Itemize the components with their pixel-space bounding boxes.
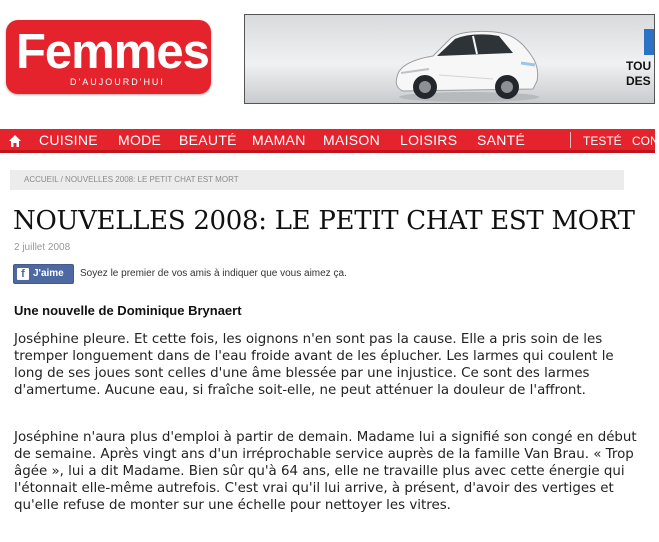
home-icon[interactable] — [8, 134, 22, 148]
main-nav — [0, 129, 659, 153]
article-paragraph-1: Joséphine pleure. Et cette fois, les oignons n'en sont pas la cause. Elle a pris soin de les tremper longuement dans de l'eau froide avant de les éplucher. Les larmes qui coulent le long de ses joues sont celles d'une âme blessée par une injustice. Ce sont des larmes d'amertume. Aucune eau, si fraîche soit-elle, ne peut atténuer la douleur de l'affront. — [14, 332, 614, 398]
site-logo[interactable] — [6, 20, 211, 94]
nav-item-teste[interactable]: TESTÉ — [583, 134, 622, 148]
ad-headline: TOU DES — [626, 59, 652, 88]
page-title: NOUVELLES 2008: LE PETIT CHAT EST MORT — [13, 206, 635, 236]
nav-item-con[interactable]: CON — [632, 134, 659, 148]
ad-banner[interactable] — [244, 14, 655, 104]
nav-item-beaute[interactable]: BEAUTÉ — [179, 132, 237, 148]
nav-item-maison[interactable]: MAISON — [323, 132, 381, 148]
article-paragraph-2: Joséphine n'aura plus d'emploi à partir de demain. Madame lui a signifié son congé en début de semaine. Après vingt ans d'un irréprochable service auprès de la famille Van Brau. « Trop âgée », lui a dit Madame. Bien sûr qu'à 64 ans, elle ne travaille plus avec cette énergie qui l'étonnait elle-même autrefois. C'est vrai qu'il lui arrive, à présent, d'avoir des vertiges et qu'elle refuse de monter sur une échelle pour nettoyer les vitres. — [14, 430, 637, 513]
breadcrumb-text[interactable]: ACCUEIL / NOUVELLES 2008: LE PETIT CHAT EST MORT — [24, 175, 239, 184]
nav-item-cuisine[interactable]: CUISINE — [39, 132, 98, 148]
logo-tagline: D'AUJOURD'HUI — [70, 77, 165, 87]
like-label: J'aime — [33, 268, 64, 279]
logo-wordmark: Femmes — [16, 25, 209, 79]
article-author: Une nouvelle de Dominique Brynaert — [14, 303, 242, 318]
nav-divider — [570, 132, 571, 148]
article-date: 2 juillet 2008 — [14, 242, 71, 253]
like-prompt: Soyez le premier de vos amis à indiquer que vous aimez ça. — [80, 268, 347, 279]
ad-accent — [644, 29, 654, 55]
nav-item-sante[interactable]: SANTÉ — [477, 132, 526, 148]
nav-item-mode[interactable]: MODE — [118, 132, 162, 148]
nav-item-maman[interactable]: MAMAN — [252, 132, 306, 148]
nav-item-loisirs[interactable]: LOISIRS — [400, 132, 458, 148]
facebook-like-button[interactable] — [13, 264, 74, 284]
breadcrumb — [10, 170, 624, 190]
facebook-icon: f — [17, 268, 29, 280]
car-image — [389, 19, 541, 103]
